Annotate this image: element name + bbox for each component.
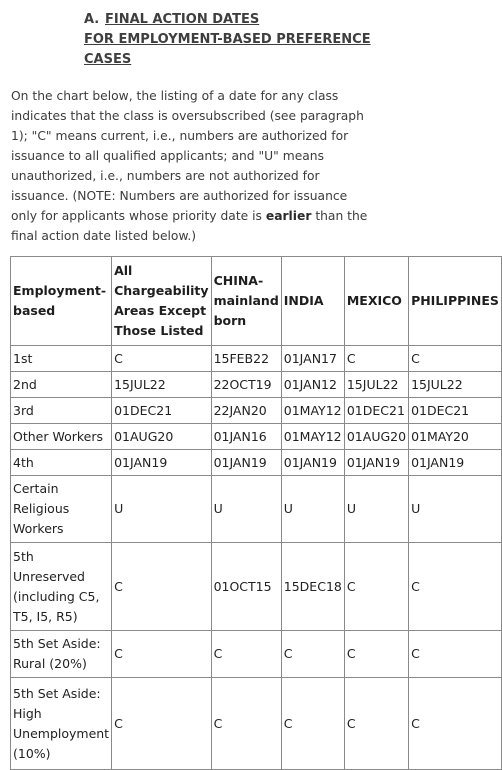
table-cell: C	[112, 631, 211, 678]
table-cell: C	[211, 678, 281, 770]
table-cell: 01MAY12	[281, 424, 344, 450]
table-cell: 15FEB22	[211, 346, 281, 372]
header-line: CHINA-	[213, 273, 264, 288]
column-header-mexico: MEXICO	[344, 257, 408, 346]
table-cell: C	[344, 543, 408, 631]
table-cell: 01JAN19	[344, 450, 408, 476]
table-cell: U	[281, 476, 344, 543]
section-letter: A.	[84, 12, 100, 27]
table-cell: C	[211, 631, 281, 678]
row-label-line: Workers	[13, 521, 64, 536]
table-row	[11, 424, 502, 450]
table-row	[11, 398, 502, 424]
intro-line	[11, 206, 481, 226]
row-label-line: 4th	[13, 454, 34, 470]
row-label-line: (10%)	[13, 745, 51, 761]
table-cell: C	[112, 346, 211, 372]
column-header-philippines: PHILIPPINES	[409, 257, 502, 346]
row-label-line: 2nd	[13, 376, 37, 392]
table-cell: 15JUL22	[409, 372, 502, 398]
table-cell: 01JAN16	[211, 424, 281, 450]
intro-line: final action date listed below.)	[11, 229, 197, 243]
intro-line: issuance to all qualified applicants; and "U" means	[11, 149, 325, 163]
intro-line: indicates that the class is oversubscribed (see paragraph	[11, 109, 364, 123]
intro-line: 1); "C" means current, i.e., numbers are authorized for	[11, 129, 349, 143]
table-cell: C	[112, 543, 211, 631]
row-label-line: Other Workers	[13, 428, 104, 444]
header-line: Areas Except	[114, 303, 207, 318]
row-label	[11, 398, 112, 424]
table-row	[11, 346, 502, 372]
table-cell: U	[409, 476, 502, 543]
table-cell: C	[409, 678, 502, 770]
table-row	[11, 543, 502, 631]
table-cell: 15DEC18	[281, 543, 344, 631]
table-cell: C	[409, 346, 502, 372]
row-label-line: High	[13, 705, 42, 721]
row-label	[11, 372, 112, 398]
table-cell: 15JUL22	[344, 372, 408, 398]
table-cell: 01JAN19	[112, 450, 211, 476]
row-label	[11, 450, 112, 476]
header-line: Those Listed	[114, 323, 204, 338]
table-cell: U	[344, 476, 408, 543]
section-title-line: FINAL ACTION DATES	[105, 12, 260, 27]
section-title-line: FOR EMPLOYMENT-BASED PREFERENCE	[84, 32, 371, 47]
table-cell: 01JAN19	[409, 450, 502, 476]
row-label	[11, 346, 112, 372]
table-cell: C	[281, 631, 344, 678]
column-header-china	[211, 257, 281, 346]
column-header-employment-based	[11, 257, 112, 346]
table-cell: C	[409, 631, 502, 678]
row-label-line: 5th	[13, 548, 34, 564]
row-label-line: 5th Set Aside:	[13, 685, 101, 701]
header-line: Chargeability	[114, 283, 209, 298]
row-label-line: Religious	[13, 501, 70, 516]
table-header-row	[11, 257, 502, 346]
table-cell: 01DEC21	[409, 398, 502, 424]
table-row	[11, 678, 502, 770]
section-title	[84, 10, 371, 70]
row-label-line: T5, I5, R5)	[13, 608, 78, 624]
final-action-dates-table	[10, 256, 502, 770]
table-row	[11, 476, 502, 543]
row-label-line: Rural (20%)	[13, 656, 87, 671]
table-row	[11, 631, 502, 678]
table-row	[11, 450, 502, 476]
row-label-line: 5th Set Aside:	[13, 636, 101, 651]
column-header-india: INDIA	[281, 257, 344, 346]
row-label	[11, 678, 112, 770]
header-line: mainland	[213, 293, 279, 308]
row-label-line: Unemployment	[13, 725, 110, 741]
table-cell: C	[344, 346, 408, 372]
row-label	[11, 476, 112, 543]
table-cell: 01MAY20	[409, 424, 502, 450]
row-label	[11, 424, 112, 450]
intro-text: than the	[311, 209, 368, 223]
header-line: Employment-	[13, 283, 107, 298]
table-cell: 01JAN17	[281, 346, 344, 372]
table-row	[11, 372, 502, 398]
row-label	[11, 543, 112, 631]
table-cell: 22OCT19	[211, 372, 281, 398]
row-label-line: 1st	[13, 350, 33, 366]
row-label-line: Unreserved	[13, 568, 85, 584]
table-cell: 01JAN19	[211, 450, 281, 476]
table-cell: 01OCT15	[211, 543, 281, 631]
row-label-line: Certain	[13, 481, 59, 496]
intro-line: issuance. (NOTE: Numbers are authorized for issuance	[11, 189, 348, 203]
table-cell: 01DEC21	[112, 398, 211, 424]
intro-text: only for applicants whose priority date is	[11, 209, 266, 223]
table-cell: U	[211, 476, 281, 543]
intro-emphasis: earlier	[265, 209, 312, 223]
row-label	[11, 631, 112, 678]
table-cell: C	[344, 678, 408, 770]
table-cell: 15JUL22	[112, 372, 211, 398]
table-cell: 01AUG20	[344, 424, 408, 450]
header-line: born	[213, 313, 247, 328]
table-cell: 22JAN20	[211, 398, 281, 424]
table-cell: 01JAN12	[281, 372, 344, 398]
table-cell: C	[344, 631, 408, 678]
table-cell: C	[409, 543, 502, 631]
table-cell: U	[112, 476, 211, 543]
table-cell: 01DEC21	[344, 398, 408, 424]
table-cell: 01MAY12	[281, 398, 344, 424]
section-title-line: CASES	[84, 52, 132, 67]
header-line: All	[114, 263, 133, 278]
table-cell: C	[281, 678, 344, 770]
table-cell: 01JAN19	[281, 450, 344, 476]
table-cell: C	[112, 678, 211, 770]
intro-line: On the chart below, the listing of a date for any class	[11, 89, 339, 103]
row-label-line: (including C5,	[13, 588, 100, 604]
row-label-line: 3rd	[13, 402, 34, 418]
header-line: based	[13, 303, 56, 318]
table-cell: 01AUG20	[112, 424, 211, 450]
intro-paragraph	[11, 86, 481, 246]
intro-line: unauthorized, i.e., numbers are not authorized for	[11, 169, 320, 183]
column-header-all-chargeability	[112, 257, 211, 346]
